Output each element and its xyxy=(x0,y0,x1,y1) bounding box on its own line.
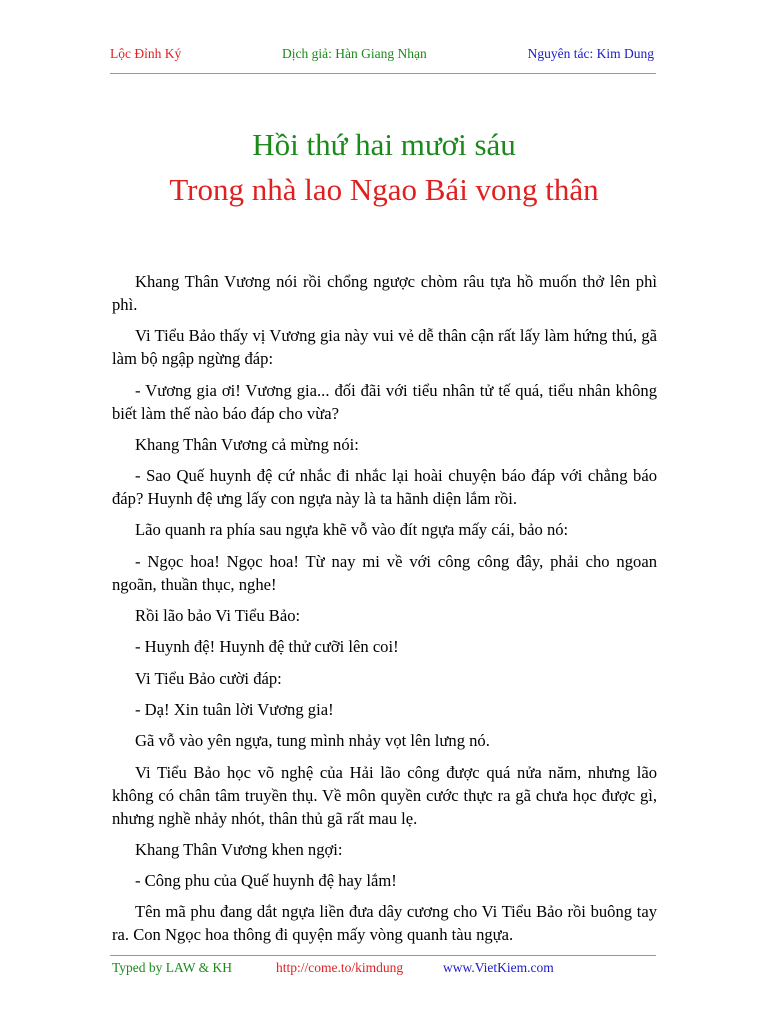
paragraph: - Công phu của Quế huynh đệ hay lắm! xyxy=(135,871,397,891)
paragraph: Gã vỗ vào yên ngựa, tung mình nhảy vọt lên lưng nó. xyxy=(135,731,490,751)
footer-vietkiem-link[interactable]: www.VietKiem.com xyxy=(443,960,554,975)
page-footer xyxy=(112,960,658,978)
chapter-body xyxy=(112,270,657,955)
header-original-author: Nguyên tác: Kim Dung xyxy=(527,46,654,61)
header-divider xyxy=(110,73,656,74)
paragraph: Vi Tiểu Bảo học võ nghệ của Hải lão công được quá nửa năm, nhưng lão không có chân tâm truyền thụ. Về môn quyền cước thực ra gã chưa học được gì, nhưng nghề nhảy nhót, thân thủ gã rất mau lẹ. xyxy=(112,762,657,828)
paragraph: Khang Thân Vương khen ngợi: xyxy=(135,839,343,859)
header-book-title: Lộc Đỉnh Ký xyxy=(110,46,182,61)
paragraph: Khang Thân Vương cả mừng nói: xyxy=(135,434,359,454)
header-translator: Dịch giả: Hàn Giang Nhạn xyxy=(282,46,427,61)
paragraph: - Vương gia ơi! Vương gia... đối đãi với tiểu nhân tử tế quá, tiểu nhân không biết làm thế nào báo đáp cho vừa? xyxy=(112,380,657,423)
footer-typist-credit: Typed by LAW & KH xyxy=(112,960,232,975)
paragraph: Lão quanh ra phía sau ngựa khẽ vỗ vào đít ngựa mấy cái, bảo nó: xyxy=(135,520,569,540)
paragraph: - Dạ! Xin tuân lời Vương gia! xyxy=(135,699,334,719)
paragraph: Khang Thân Vương nói rồi chổng ngược chòm râu tựa hồ muốn thở lên phì phì. xyxy=(112,272,657,314)
footer-kimdung-link[interactable]: http://come.to/kimdung xyxy=(276,960,404,975)
paragraph: - Huynh đệ! Huynh đệ thử cưỡi lên coi! xyxy=(135,637,399,657)
chapter-name-title: Trong nhà lao Ngao Bái vong thân xyxy=(169,172,599,207)
footer-divider xyxy=(110,955,656,956)
page-header xyxy=(110,46,656,66)
paragraph: Vi Tiểu Bảo cười đáp: xyxy=(135,668,282,688)
paragraph: Vi Tiểu Bảo thấy vị Vương gia này vui vẻ dễ thân cận rất lấy làm hứng thú, gã làm bộ ngập ngừng đáp: xyxy=(112,326,657,369)
paragraph: - Sao Quế huynh đệ cứ nhắc đi nhắc lại hoài chuyện báo đáp với chẳng báo đáp? Huynh đệ ưng lấy con ngựa này là ta hãnh diện lắm rồi. xyxy=(112,466,657,509)
paragraph: Tên mã phu đang dắt ngựa liền đưa dây cương cho Vi Tiểu Bảo rồi buông tay ra. Con Ngọc hoa thông đi quyện mấy vòng quanh tàu ngựa. xyxy=(112,902,657,945)
paragraph: - Ngọc hoa! Ngọc hoa! Từ nay mi về với công công đây, phải cho ngoan ngoãn, thuần thục, nghe! xyxy=(112,551,657,594)
chapter-number-title: Hồi thứ hai mươi sáu xyxy=(252,127,516,162)
paragraph: Rồi lão bảo Vi Tiểu Bảo: xyxy=(135,606,301,626)
